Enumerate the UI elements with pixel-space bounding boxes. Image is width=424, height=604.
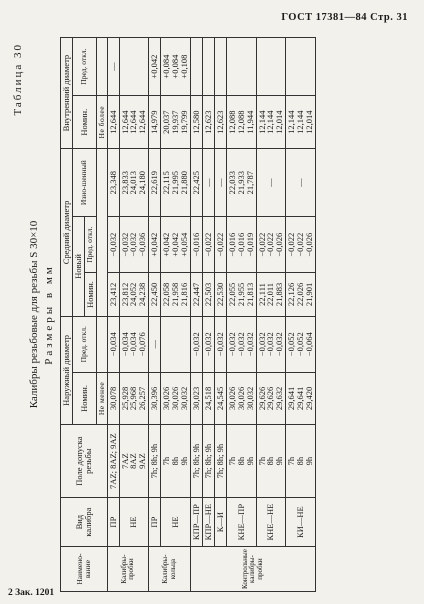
cell-mid-dev: +0,042	[149, 217, 161, 273]
col-inner-nom: Номин.	[72, 96, 96, 149]
cell-mid-nom: 23,412	[107, 273, 119, 316]
empty-cell	[96, 316, 107, 372]
cell-type: ПР	[107, 498, 119, 547]
gauge-table	[60, 37, 316, 592]
cell-mid-dev: −0,016 −0,016 −0,019	[226, 217, 256, 273]
col-inner: Внутренний диаметр	[61, 38, 73, 149]
cell-outer-nom: 29,626 29,626 29,632	[256, 372, 286, 424]
cell-field: 7AZ; 8AZ; 9AZ	[107, 425, 119, 498]
cell-type: КНЕ—НЕ	[256, 498, 286, 547]
cell-mid-worn: —	[202, 149, 214, 217]
cell-field: 7h; 8h; 9h	[214, 425, 226, 498]
col-inner-dev: Пред. откл.	[72, 38, 96, 96]
cell-outer-nom: 24,545	[214, 372, 226, 424]
table-row	[161, 38, 191, 592]
col-type: Вид калибра	[61, 498, 108, 547]
cell-outer-nom: 30,026 30,026 30,032	[161, 372, 191, 424]
col-mid-new: Новый	[72, 217, 84, 317]
table-row	[286, 38, 316, 592]
cell-mid-worn: 22,619	[149, 149, 161, 217]
cell-field: 7h 8h 9h	[226, 425, 256, 498]
cell-mid-dev: −0,022	[202, 217, 214, 273]
table-row	[214, 38, 226, 592]
cell-outer-dev: −0,034	[107, 316, 119, 372]
cell-field: 7h; 8h; 9h	[191, 425, 203, 498]
rotated-page-content	[8, 37, 408, 592]
col-name: Наимено-вание	[61, 547, 108, 592]
cell-field: 7h 8h 9h	[161, 425, 191, 498]
cell-inner-dev	[286, 38, 316, 96]
cell-outer-dev: −0,032	[202, 316, 214, 372]
table-row	[256, 38, 286, 592]
cell-field: 7h 8h 9h	[256, 425, 286, 498]
cell-type: КПР—ПР	[191, 498, 203, 547]
cell-inner-nom: 12,144 12,144 12,014	[256, 96, 286, 149]
table-row	[191, 38, 203, 592]
cell-mid-nom: 22,126 22,026 21,901	[286, 273, 316, 316]
cell-mid-nom: 22,503	[202, 273, 214, 316]
cell-mid-nom: 22,450	[149, 273, 161, 316]
col-mid-worn: Изно-шенный	[72, 149, 96, 217]
cell-mid-dev: −0,022 −0,022 −0,026	[256, 217, 286, 273]
cell-mid-dev: +0,042 +0,042 +0,054	[161, 217, 191, 273]
page-footer: 2 Зак. 1201	[8, 588, 55, 598]
cell-outer-dev: −0,032 −0,032 −0,032	[256, 316, 286, 372]
cell-inner-dev	[226, 38, 256, 96]
cell-mid-dev: −0,022 −0,022 −0,026	[286, 217, 316, 273]
cell-outer-dev: −0,052 −0,052 −0,064	[286, 316, 316, 372]
cell-field: 7h 8h 9h	[286, 425, 316, 498]
cell-inner-nom: 12,623	[202, 96, 214, 149]
cell-inner-dev	[191, 38, 203, 96]
cell-type: К—И	[214, 498, 226, 547]
cell-mid-nom: 22,058 21,958 21,816	[161, 273, 191, 316]
table-row	[149, 38, 161, 592]
cell-inner-nom: 14,979	[149, 96, 161, 149]
group-label: Калибры-пробки	[107, 547, 149, 592]
table-subtitle: Размеры в мм	[43, 264, 55, 365]
cell-field: 7h; 8h; 9h	[149, 425, 161, 498]
cell-outer-dev: −0,032 −0,032 −0,032	[226, 316, 256, 372]
cell-field: 7h; 8h; 9h	[202, 425, 214, 498]
cell-mid-worn: 23,348	[107, 149, 119, 217]
cell-outer-nom: 29,641 29,641 29,420	[286, 372, 316, 424]
cell-mid-dev: −0,032 −0,032 −0,036	[119, 217, 149, 273]
empty-cell	[96, 149, 107, 316]
cell-mid-worn: —	[256, 149, 286, 217]
cell-mid-nom: 22,055 21,955 21,813	[226, 273, 256, 316]
cell-inner-dev: —	[107, 38, 119, 96]
page-header: ГОСТ 17381—84 Стр. 31	[281, 12, 408, 23]
cell-inner-nom: 12,144 12,144 12,014	[286, 96, 316, 149]
cell-mid-nom: 22,111 22,011 21,883	[256, 273, 286, 316]
cell-type: НЕ	[119, 498, 149, 547]
cell-mid-worn: —	[286, 149, 316, 217]
col-field: Поле допуска резьбы	[61, 425, 108, 498]
cell-outer-nom: 25,928 25,968 26,257	[119, 372, 149, 424]
cell-inner-dev	[214, 38, 226, 96]
cell-outer-nom: 30,396	[149, 372, 161, 424]
cell-mid-worn: 22,033 21,933 21,787	[226, 149, 256, 217]
cell-mid-nom: 23,812 24,052 24,238	[119, 273, 149, 316]
group-label: Калибры-кольца	[149, 547, 191, 592]
cell-type: ПР	[149, 498, 161, 547]
table-row	[202, 38, 214, 592]
cell-type: КНЕ—ПР	[226, 498, 256, 547]
cell-mid-worn: —	[214, 149, 226, 217]
cell-outer-dev	[161, 316, 191, 372]
cell-inner-nom: 12,644	[107, 96, 119, 149]
cell-inner-dev	[256, 38, 286, 96]
cell-mid-dev: −0,016	[191, 217, 203, 273]
cell-mid-nom: 22,447	[191, 273, 203, 316]
cell-mid-worn: 22,425	[191, 149, 203, 217]
col-mid: Средний диаметр	[61, 149, 73, 316]
cell-outer-nom: 30,023	[191, 372, 203, 424]
cell-mid-worn: 23,833 24,013 24,180	[119, 149, 149, 217]
cell-type: КПР—НЕ	[202, 498, 214, 547]
cell-mid-dev: −0,032	[107, 217, 119, 273]
cell-outer-dev: −0,034 −0,034 −0,076	[119, 316, 149, 372]
cell-type: НЕ	[161, 498, 191, 547]
cell-inner-dev	[202, 38, 214, 96]
table-row	[119, 38, 149, 592]
group-label: Контрольные калибры-пробки	[191, 547, 316, 592]
cell-outer-nom: 30,026 30,026 30,032	[226, 372, 256, 424]
cell-inner-dev	[119, 38, 149, 96]
cell-outer-dev: —	[149, 316, 161, 372]
table-row	[226, 38, 256, 592]
cell-inner-nom: 12,580	[191, 96, 203, 149]
cell-inner-nom: 12,623	[214, 96, 226, 149]
col-outer-nom: Номин.	[72, 372, 96, 424]
col-outer-dev: Пред. откл.	[72, 316, 96, 372]
cell-field: 7AZ 8AZ 9AZ	[119, 425, 149, 498]
cell-inner-nom: 12,644 12,644 12,644	[119, 96, 149, 149]
table-number: Таблица 30	[12, 43, 24, 116]
cell-outer-dev: −0,032	[214, 316, 226, 372]
col-mid-nom: Номин.	[84, 273, 96, 316]
table-title: Калибры резьбовые для резьбы S 30×10	[28, 220, 40, 409]
cell-inner-dev: +0,042	[149, 38, 161, 96]
col-outer: Наружный диаметр	[61, 316, 73, 424]
cell-type: КИ—НЕ	[286, 498, 316, 547]
cell-inner-nom: 12,088 12,088 11,944	[226, 96, 256, 149]
cell-inner-nom: 20,037 19,937 19,799	[161, 96, 191, 149]
cell-mid-dev: −0,022	[214, 217, 226, 273]
empty-cell	[96, 38, 107, 96]
cell-inner-dev: +0,084 +0,084 +0,108	[161, 38, 191, 96]
cell-outer-nom: 24,518	[202, 372, 214, 424]
table-row	[107, 38, 119, 592]
col-mid-dev: Пред. откл.	[84, 217, 96, 273]
cell-outer-dev: −0,032	[191, 316, 203, 372]
cell-mid-worn: 22,115 21,995 21,880	[161, 149, 191, 217]
outer-not-less: Не менее	[96, 372, 107, 424]
cell-mid-nom: 22,530	[214, 273, 226, 316]
inner-not-more: Не более	[96, 96, 107, 149]
cell-outer-nom: 30,078	[107, 372, 119, 424]
